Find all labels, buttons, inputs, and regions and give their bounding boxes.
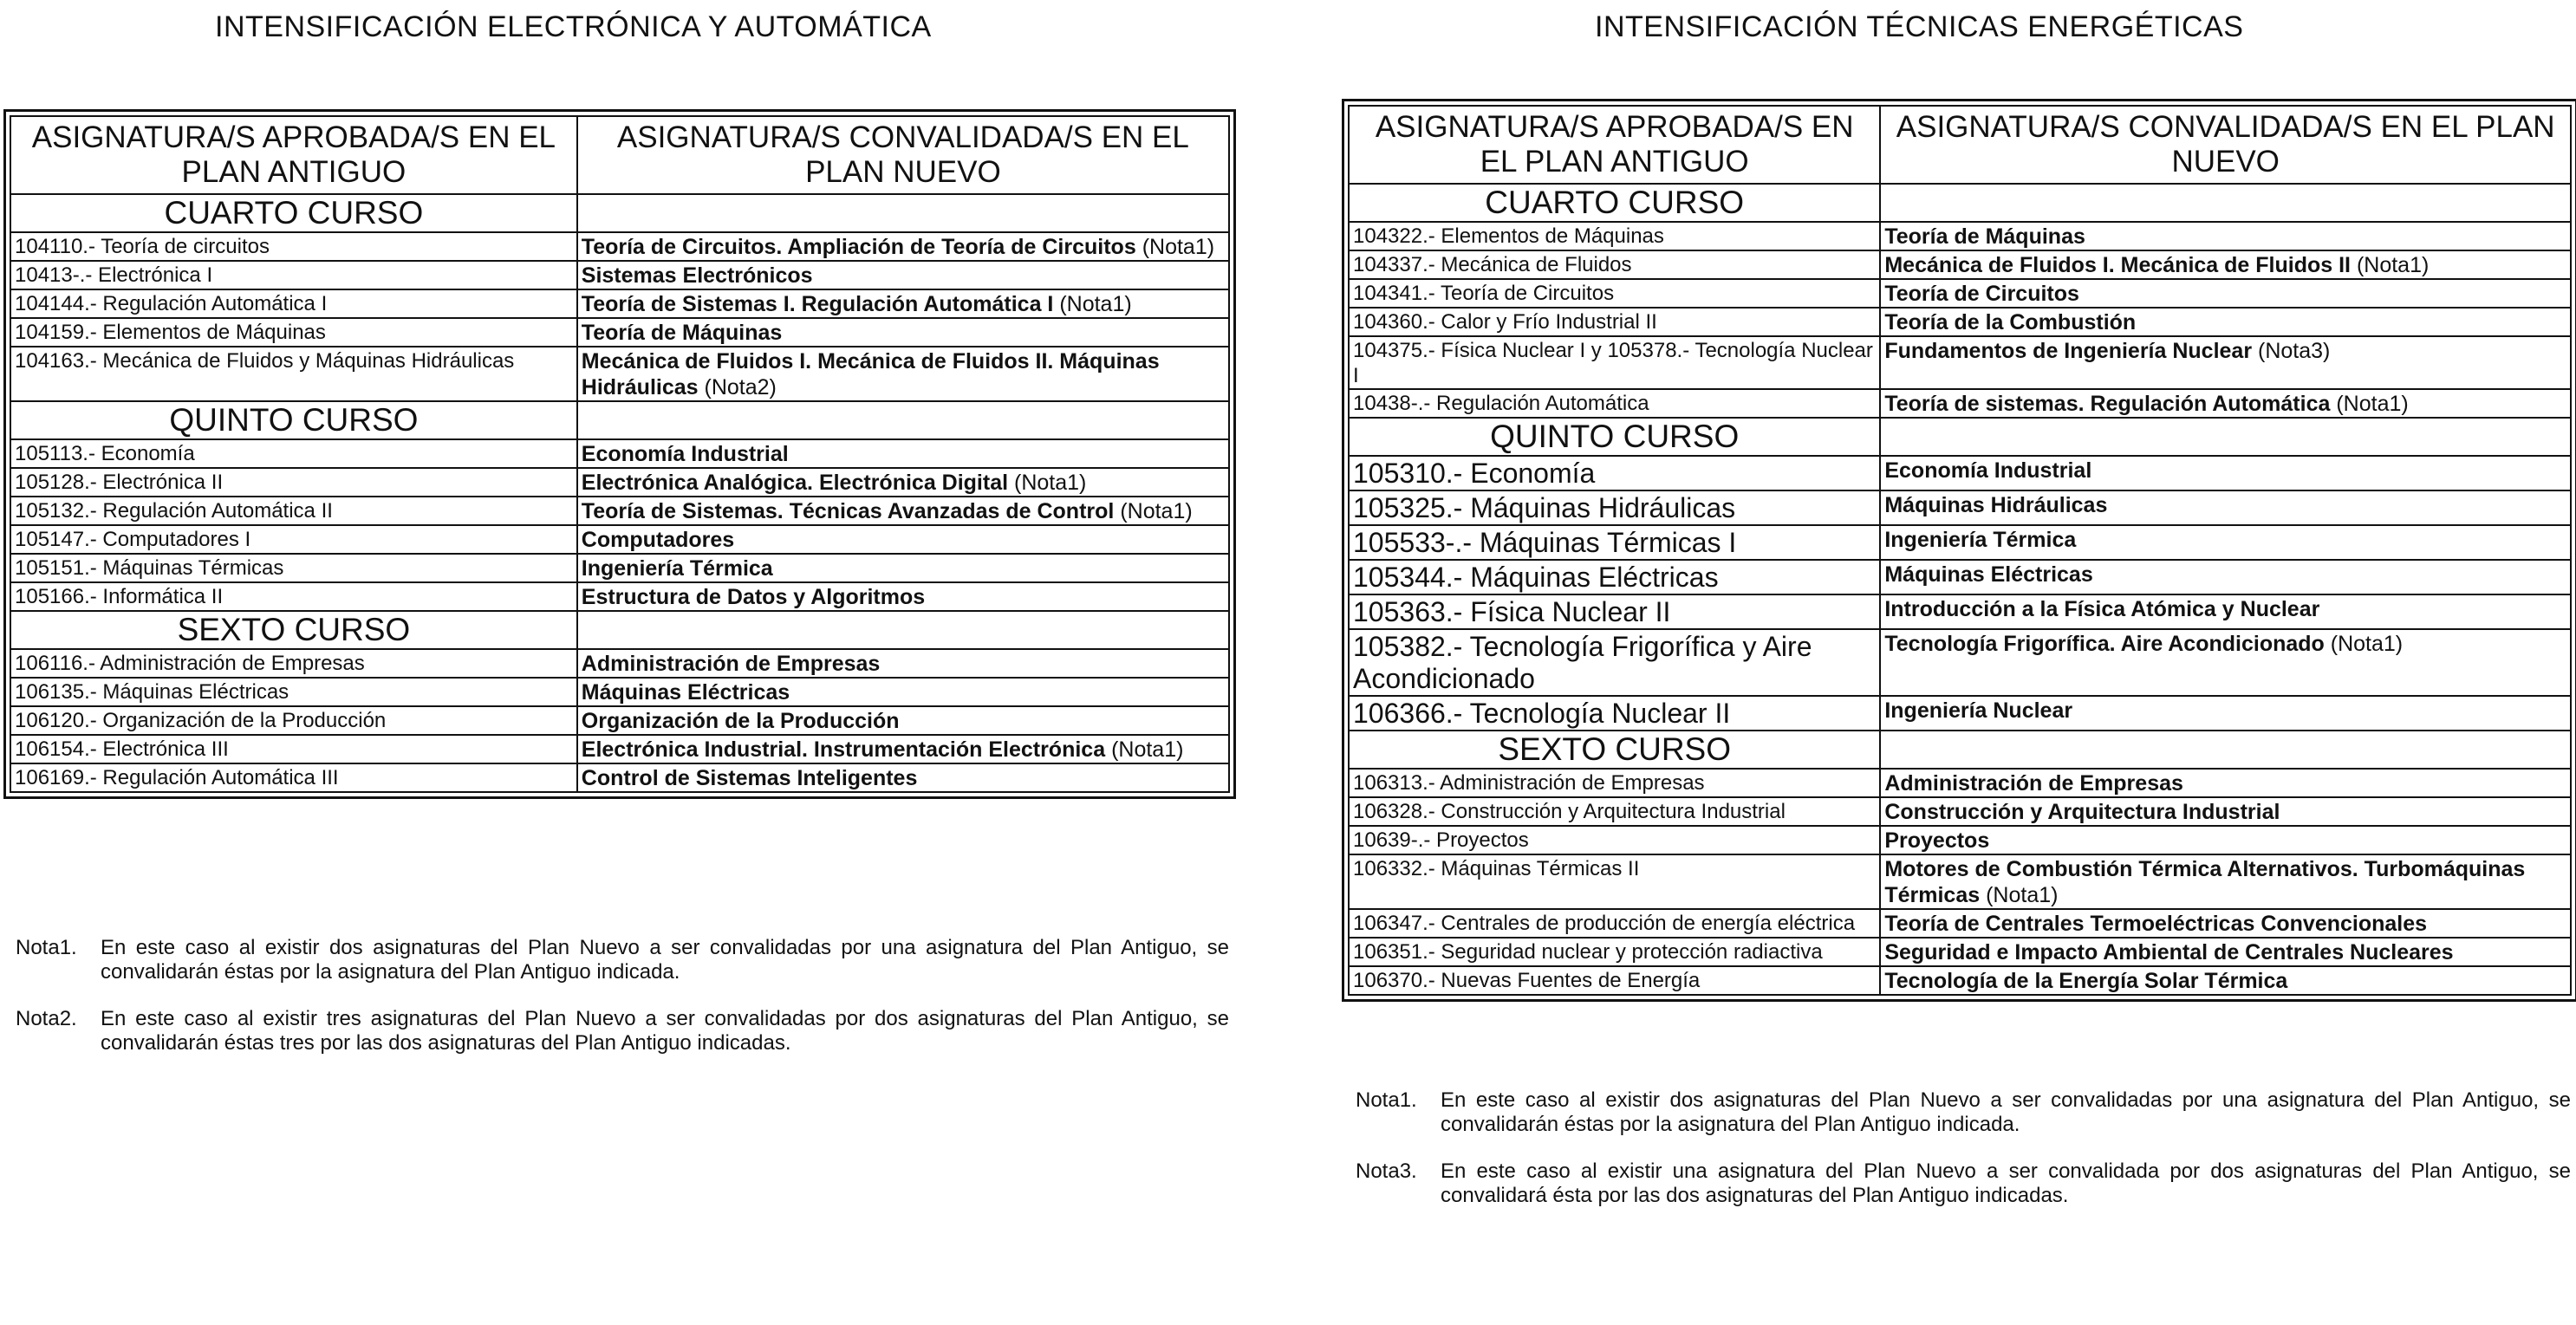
table-row — [1349, 769, 2571, 797]
old-plan-subject: 106120.- Organización de la Producción — [10, 706, 577, 735]
table-row — [10, 497, 1229, 525]
old-plan-subject: 106328.- Construcción y Arquitectura Industrial — [1349, 797, 1880, 826]
table-row — [1349, 826, 2571, 854]
old-plan-subject: 10639-.- Proyectos — [1349, 826, 1880, 854]
table-row — [10, 649, 1229, 678]
header-new-plan: ASIGNATURA/S CONVALIDADA/S EN EL PLAN NUEVO — [577, 116, 1229, 194]
notes-block — [1356, 1088, 2571, 1231]
new-plan-subject — [1880, 456, 2571, 490]
new-plan-subject — [577, 232, 1229, 261]
new-plan-subject-text: Control de Sistemas Inteligentes — [581, 766, 918, 790]
old-plan-subject: 106154.- Electrónica III — [10, 735, 577, 763]
new-plan-subject-text: Seguridad e Impacto Ambiental de Centrales Nucleares — [1884, 940, 2454, 965]
new-plan-subject-text: Ingeniería Térmica — [1884, 528, 2077, 552]
new-plan-subject — [577, 497, 1229, 525]
table-row — [1349, 250, 2571, 279]
table-row — [10, 525, 1229, 554]
new-plan-subject — [1880, 222, 2571, 250]
new-plan-subject-text: Teoría de la Combustión — [1884, 310, 2137, 334]
table-row — [10, 582, 1229, 611]
table-row — [1349, 308, 2571, 336]
footnote — [1356, 1088, 2571, 1137]
empty-cell — [1880, 731, 2571, 769]
course-year-label: SEXTO CURSO — [1349, 731, 1880, 769]
section-header-row — [1349, 418, 2571, 456]
footnote — [16, 1007, 1229, 1055]
empty-cell — [1880, 184, 2571, 222]
table-row — [1349, 797, 2571, 826]
new-plan-subject — [577, 763, 1229, 792]
new-plan-subject — [1880, 797, 2571, 826]
new-plan-subject — [1880, 769, 2571, 797]
new-plan-subject — [1880, 336, 2571, 389]
section-header-row — [10, 611, 1229, 649]
new-plan-subject-text: Tecnología Frigorífica. Aire Acondicionado — [1884, 632, 2325, 656]
new-plan-subject — [1880, 250, 2571, 279]
old-plan-subject: 105113.- Economía — [10, 439, 577, 468]
note-reference: (Nota1) — [2330, 632, 2404, 656]
page-title: INTENSIFICACIÓN TÉCNICAS ENERGÉTICAS — [1595, 10, 2244, 43]
section-header-row — [1349, 731, 2571, 769]
table-row — [10, 318, 1229, 347]
table-row — [1349, 594, 2571, 629]
new-plan-subject — [1880, 389, 2571, 418]
old-plan-subject: 106135.- Máquinas Eléctricas — [10, 678, 577, 706]
equivalence-table-frame — [1342, 99, 2576, 1002]
table-row — [10, 347, 1229, 401]
footnote-text: En este caso al existir dos asignaturas del Plan Nuevo a ser convalidadas por una asignatura del Plan Antiguo, se convalidarán éstas por la asignatura del Plan Antiguo indicada. — [1441, 1088, 2571, 1136]
new-plan-subject — [577, 735, 1229, 763]
new-plan-subject-text: Teoría de Sistemas. Técnicas Avanzadas de Control — [581, 499, 1115, 523]
old-plan-subject: 105325.- Máquinas Hidráulicas — [1349, 490, 1880, 525]
note-reference: (Nota2) — [704, 375, 777, 399]
new-plan-subject-text: Teoría de Máquinas — [1884, 224, 2085, 249]
new-plan-subject — [1880, 826, 2571, 854]
new-plan-subject-text: Economía Industrial — [581, 442, 789, 466]
new-plan-subject — [577, 318, 1229, 347]
old-plan-subject: 104159.- Elementos de Máquinas — [10, 318, 577, 347]
new-plan-subject — [1880, 938, 2571, 966]
new-plan-subject — [1880, 308, 2571, 336]
footnote-text: En este caso al existir tres asignaturas del Plan Nuevo a ser convalidadas por dos asignaturas del Plan Antiguo, se convalidarán éstas tres por las dos asignaturas del Plan Antiguo indicadas. — [101, 1007, 1229, 1055]
new-plan-subject — [577, 554, 1229, 582]
old-plan-subject: 106370.- Nuevas Fuentes de Energía — [1349, 966, 1880, 995]
new-plan-subject-text: Administración de Empresas — [1884, 771, 2183, 796]
old-plan-subject: 105151.- Máquinas Térmicas — [10, 554, 577, 582]
empty-cell — [577, 611, 1229, 649]
page-title: INTENSIFICACIÓN ELECTRÓNICA Y AUTOMÁTICA — [215, 10, 932, 43]
new-plan-subject — [577, 468, 1229, 497]
new-plan-subject-text: Electrónica Industrial. Instrumentación Electrónica — [581, 737, 1106, 762]
old-plan-subject: 105533-.- Máquinas Térmicas I — [1349, 525, 1880, 560]
footnote-label: Nota2. — [16, 1007, 77, 1030]
new-plan-subject — [577, 261, 1229, 289]
old-plan-subject: 106347.- Centrales de producción de energía eléctrica — [1349, 909, 1880, 938]
new-plan-subject — [1880, 594, 2571, 629]
new-plan-subject-text: Teoría de Circuitos. Ampliación de Teoría de Circuitos — [581, 235, 1136, 259]
table-row — [1349, 966, 2571, 995]
new-plan-subject — [1880, 909, 2571, 938]
table-row — [1349, 336, 2571, 389]
course-year-label: QUINTO CURSO — [10, 401, 577, 439]
new-plan-subject — [577, 678, 1229, 706]
note-reference: (Nota1) — [1014, 471, 1087, 495]
note-reference: (Nota3) — [2258, 339, 2331, 363]
new-plan-subject-text: Teoría de Sistemas I. Regulación Automática I — [581, 292, 1054, 316]
note-reference: (Nota1) — [1059, 292, 1132, 316]
new-plan-subject-text: Ingeniería Nuclear — [1884, 698, 2073, 723]
new-plan-subject — [577, 706, 1229, 735]
table-body — [1349, 184, 2571, 995]
footnote-label: Nota1. — [16, 936, 77, 959]
course-year-label: CUARTO CURSO — [1349, 184, 1880, 222]
table-row — [1349, 854, 2571, 909]
new-plan-subject — [1880, 629, 2571, 696]
new-plan-subject — [1880, 560, 2571, 594]
table-row — [1349, 279, 2571, 308]
table-row — [10, 735, 1229, 763]
old-plan-subject: 105382.- Tecnología Frigorífica y Aire Acondicionado — [1349, 629, 1880, 696]
notes-block — [16, 936, 1229, 1078]
note-reference: (Nota1) — [2356, 253, 2430, 277]
table-row — [10, 554, 1229, 582]
footnote-text: En este caso al existir dos asignaturas del Plan Nuevo a ser convalidadas por una asignatura del Plan Antiguo, se convalidarán éstas por la asignatura del Plan Antiguo indicada. — [101, 936, 1229, 984]
new-plan-subject-text: Mecánica de Fluidos I. Mecánica de Fluidos II — [1884, 253, 2351, 277]
new-plan-subject-text: Teoría de Circuitos — [1884, 282, 2079, 306]
table-row — [1349, 696, 2571, 731]
new-plan-subject — [1880, 696, 2571, 731]
table-row — [1349, 222, 2571, 250]
new-plan-subject-text: Teoría de Máquinas — [581, 321, 783, 345]
old-plan-subject: 104341.- Teoría de Circuitos — [1349, 279, 1880, 308]
new-plan-subject — [577, 649, 1229, 678]
new-plan-subject-text: Mecánica de Fluidos I. Mecánica de Fluidos II. Máquinas Hidráulicas — [581, 349, 1160, 399]
note-reference: (Nota1) — [2336, 392, 2409, 416]
new-plan-subject — [1880, 966, 2571, 995]
table-body — [10, 194, 1229, 792]
old-plan-subject: 105310.- Economía — [1349, 456, 1880, 490]
new-plan-subject — [577, 289, 1229, 318]
new-plan-subject — [1880, 525, 2571, 560]
table-row — [10, 261, 1229, 289]
old-plan-subject: 105147.- Computadores I — [10, 525, 577, 554]
footnote — [1356, 1159, 2571, 1208]
table-row — [1349, 456, 2571, 490]
new-plan-subject-text: Sistemas Electrónicos — [581, 263, 813, 288]
new-plan-subject-text: Tecnología de la Energía Solar Térmica — [1884, 969, 2288, 993]
new-plan-subject — [1880, 279, 2571, 308]
table-row — [10, 706, 1229, 735]
course-year-label: QUINTO CURSO — [1349, 418, 1880, 456]
table-header-row — [10, 116, 1229, 194]
table-row — [1349, 560, 2571, 594]
new-plan-subject-text: Economía Industrial — [1884, 458, 2092, 483]
new-plan-subject-text: Electrónica Analógica. Electrónica Digital — [581, 471, 1009, 495]
note-reference: (Nota1) — [1120, 499, 1193, 523]
old-plan-subject: 106332.- Máquinas Térmicas II — [1349, 854, 1880, 909]
table-row — [1349, 938, 2571, 966]
old-plan-subject: 10438-.- Regulación Automática — [1349, 389, 1880, 418]
new-plan-subject-text: Administración de Empresas — [581, 652, 881, 676]
course-year-label: SEXTO CURSO — [10, 611, 577, 649]
header-old-plan: ASIGNATURA/S APROBADA/S EN EL PLAN ANTIGUO — [10, 116, 577, 194]
old-plan-subject: 10413-.- Electrónica I — [10, 261, 577, 289]
table-row — [10, 289, 1229, 318]
footnote — [16, 936, 1229, 984]
old-plan-subject: 104110.- Teoría de circuitos — [10, 232, 577, 261]
new-plan-subject — [1880, 490, 2571, 525]
new-plan-subject-text: Motores de Combustión Térmica Alternativos. Turbomáquinas Térmicas — [1884, 857, 2526, 907]
header-old-plan: ASIGNATURA/S APROBADA/S EN EL PLAN ANTIGUO — [1349, 106, 1880, 184]
old-plan-subject: 104163.- Mecánica de Fluidos y Máquinas Hidráulicas — [10, 347, 577, 401]
section-header-row — [10, 401, 1229, 439]
table-row — [10, 439, 1229, 468]
note-reference: (Nota1) — [1111, 737, 1184, 762]
section-header-row — [10, 194, 1229, 232]
header-new-plan: ASIGNATURA/S CONVALIDADA/S EN EL PLAN NUEVO — [1880, 106, 2571, 184]
new-plan-subject-text: Teoría de Centrales Termoeléctricas Convencionales — [1884, 912, 2428, 936]
new-plan-subject-text: Máquinas Eléctricas — [1884, 562, 2093, 587]
new-plan-subject-text: Teoría de sistemas. Regulación Automática — [1884, 392, 2331, 416]
note-reference: (Nota1) — [1986, 883, 2059, 907]
new-plan-subject-text: Máquinas Hidráulicas — [1884, 493, 2108, 517]
old-plan-subject: 106313.- Administración de Empresas — [1349, 769, 1880, 797]
table-row — [1349, 629, 2571, 696]
footnote-label: Nota3. — [1356, 1159, 1417, 1183]
equivalence-table-frame — [3, 109, 1236, 799]
equivalence-table — [1348, 105, 2572, 996]
section-header-row — [1349, 184, 2571, 222]
new-plan-subject-text: Construcción y Arquitectura Industrial — [1884, 800, 2280, 824]
table-header-row — [1349, 106, 2571, 184]
new-plan-subject — [577, 439, 1229, 468]
table-row — [10, 232, 1229, 261]
new-plan-subject-text: Fundamentos de Ingeniería Nuclear — [1884, 339, 2253, 363]
old-plan-subject: 104375.- Física Nuclear I y 105378.- Tecnología Nuclear I — [1349, 336, 1880, 389]
old-plan-subject: 104322.- Elementos de Máquinas — [1349, 222, 1880, 250]
table-row — [10, 763, 1229, 792]
new-plan-subject — [1880, 854, 2571, 909]
table-row — [1349, 525, 2571, 560]
new-plan-subject — [577, 582, 1229, 611]
old-plan-subject: 105128.- Electrónica II — [10, 468, 577, 497]
old-plan-subject: 105132.- Regulación Automática II — [10, 497, 577, 525]
old-plan-subject: 104360.- Calor y Frío Industrial II — [1349, 308, 1880, 336]
new-plan-subject-text: Proyectos — [1884, 828, 1990, 853]
empty-cell — [577, 194, 1229, 232]
equivalence-table — [10, 115, 1230, 793]
old-plan-subject: 104144.- Regulación Automática I — [10, 289, 577, 318]
empty-cell — [577, 401, 1229, 439]
course-year-label: CUARTO CURSO — [10, 194, 577, 232]
table-row — [1349, 389, 2571, 418]
table-row — [1349, 490, 2571, 525]
new-plan-subject — [577, 525, 1229, 554]
old-plan-subject: 105344.- Máquinas Eléctricas — [1349, 560, 1880, 594]
old-plan-subject: 106351.- Seguridad nuclear y protección radiactiva — [1349, 938, 1880, 966]
new-plan-subject-text: Introducción a la Física Atómica y Nuclear — [1884, 597, 2320, 621]
old-plan-subject: 105363.- Física Nuclear II — [1349, 594, 1880, 629]
footnote-text: En este caso al existir una asignatura del Plan Nuevo a ser convalidada por dos asignaturas del Plan Antiguo, se convalidará ésta por las dos asignaturas del Plan Antiguo indicadas. — [1441, 1159, 2571, 1207]
old-plan-subject: 106116.- Administración de Empresas — [10, 649, 577, 678]
note-reference: (Nota1) — [1142, 235, 1215, 259]
table-row — [1349, 909, 2571, 938]
new-plan-subject-text: Ingeniería Térmica — [581, 556, 773, 581]
old-plan-subject: 106169.- Regulación Automática III — [10, 763, 577, 792]
table-row — [10, 468, 1229, 497]
old-plan-subject: 104337.- Mecánica de Fluidos — [1349, 250, 1880, 279]
footnote-label: Nota1. — [1356, 1088, 1417, 1112]
old-plan-subject: 106366.- Tecnología Nuclear II — [1349, 696, 1880, 731]
old-plan-subject: 105166.- Informática II — [10, 582, 577, 611]
new-plan-subject-text: Organización de la Producción — [581, 709, 900, 733]
new-plan-subject-text: Estructura de Datos y Algoritmos — [581, 585, 926, 609]
empty-cell — [1880, 418, 2571, 456]
table-row — [10, 678, 1229, 706]
new-plan-subject-text: Máquinas Eléctricas — [581, 680, 790, 705]
new-plan-subject — [577, 347, 1229, 401]
new-plan-subject-text: Computadores — [581, 528, 735, 552]
